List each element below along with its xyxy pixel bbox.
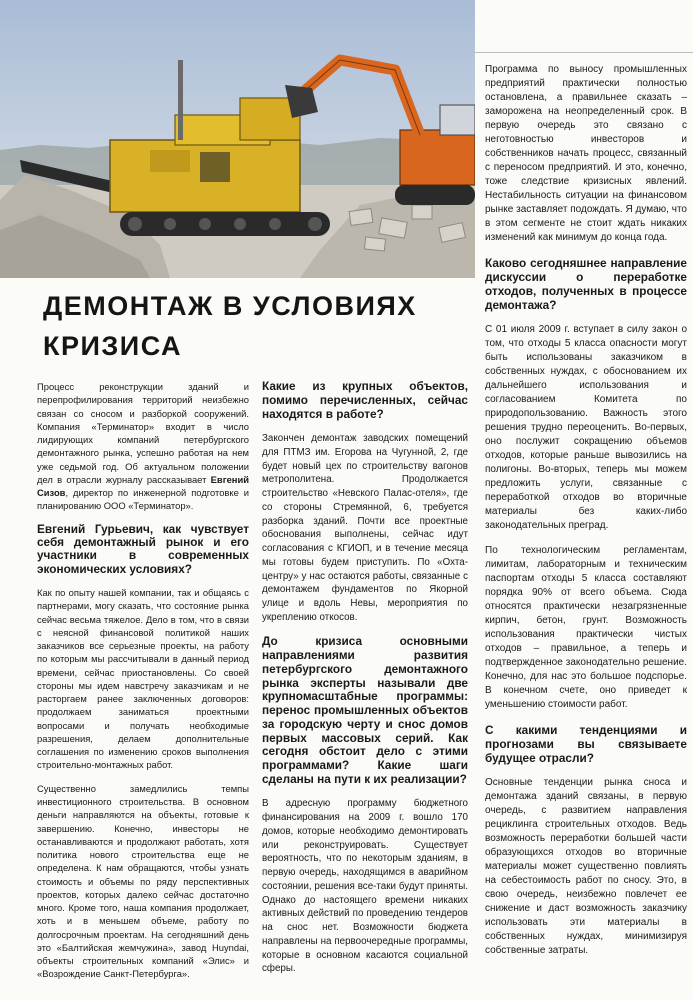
interviewee-name: Евгений Сизов: [37, 473, 249, 498]
question-2: Какие из крупных объектов, помимо перечисленных, сейчас находятся в работе?: [262, 379, 468, 421]
column-1: [37, 380, 249, 991]
answer-4-paragraph-2: По технологическим регламентам, лимитам, лабораторным и техническим паспортам отходы 5 класса составляют порядка 90% от всего объема. Сюда относятся практически незагрязненные кирпич, бетон, грунт. Возможность использования практически чистых отходов – правильное, а теперь и подтвержденное законодательно решение. Конечно, для нас это большое подспорье. В конечном счете, оно приведет к уменьшению стоимости работ.: [485, 545, 687, 710]
question-4: Каково сегодняшнее направление дискуссии о переработке отходов, полученных в процессе демонтажа?: [485, 256, 687, 312]
article-title-line1: ДЕМОНТАЖ В УСЛОВИЯХ: [43, 291, 417, 321]
column-3: [485, 63, 687, 969]
answer-3-paragraph-1: В адресную программу бюджетного финансирования на 2009 г. вошло 170 домов, которые необходимо демонтировать или реконструировать. Существует вероятность, что по некоторым зданиям, в первую очередь, находящимся в аварийном состоянии, решения все-таки будут приняты. Однако до настоящего времени никаких активных действий по проведению тендеров на снос нет. Возможности бюджета направлены на первоочередные программы, которые в основном касаются социальной сферы.: [262, 798, 468, 975]
question-5: С какими тенденциями и прогнозами вы связываете будущее отрасли?: [485, 723, 687, 765]
answer-4-paragraph-1: С 01 июля 2009 г. вступает в силу закон о том, что отходы 5 класса опасности могут быть использованы заказчиком в собственных нуждах, с обоснованием их дальнейшего использования и согласованием Комитета по природопользованию. Важность этого решения трудно переоценить. Во-первых, оно послужит сокращению объемов отходов, которые раньше вывозились на полигоны. Во-вторых, теперь мы можем предложить услуги, связанные с переработкой отходов во вторичные материалы без каких-либо законодательных преград.: [485, 324, 687, 531]
answer-5: Основные тенденции рынка сноса и демонтажа зданий связаны, в первую очередь, с развитием направления рециклинга строительных отходов. Ведь возможность переработки большей части образующихся отходов во вторичные материалы может существенно повлиять на себестоимость работ по сносу. Это, в свою очередь, неизбежно повлечет ее снижение и даст возможность заказчику использовать эти материалы в собственных нуждах, минимизируя собственные затраты.: [485, 777, 687, 956]
article-title: [43, 286, 417, 366]
column-top-rule: [475, 52, 693, 53]
answer-3-paragraph-2: Программа по выносу промышленных предприятий практически полностью остановлена, а правильнее сказать – заморожена на неопределенный срок. В первую очередь это связано с неготовностью инвесторов и собственников начать процесс, связанный с переносом предприятий. И это, конечно, тоже следствие кризисных явлений. Нестабильность ситуации на финансовом рынке заставляет подождать. Я думаю, что в этом сегменте не стоит ждать никаких изменений как минимум до конца года.: [485, 64, 687, 243]
question-3: До кризиса основными направлениями развития петербургского демонтажного рынка эксперты называли две крупномасштабные программы: перенос промышленных объектов за городскую черту и снос домов первых массовых серий. Как сегодня обстоит дело с этими программами? Какие шаги сделаны на пути к их реализации?: [262, 634, 468, 786]
intro-paragraph: Процесс реконструкции зданий и перепрофилирования территорий неизбежно связан со сносом и разборкой сооружений. Компания «Терминатор» входит в число лидирующих компаний петербургского демонтажного рынка, успешно работая на нем уже седьмой год. Об актуальном положении дел в отрасли журналу рассказывает Евгений Сизов, директор по инженерной подготовке и планированию ООО «Терминатор».: [37, 381, 249, 512]
crusher-photo-illustration: [0, 0, 475, 278]
question-1: Евгений Гурьевич, как чувствует себя демонтажный рынок и его участники в современных экономических условиях?: [37, 521, 249, 576]
column-2: [262, 380, 468, 987]
answer-2: Закончен демонтаж заводских помещений для ПТМЗ им. Егорова на Чугунной, 2, где будет новый цех по строительству вагонов метрополитена. Продолжается строительство «Невского Палас-отеля», где со стороны Стремянной, 6, требуется разборка зданий. Почти все проектные обоснования выполнены, сейчас идут согласования с КГИОП, и в течение месяца мы готовы будем приступить. По «Охта-центру» у нас остаются работы, связанные с демонтажем фундаментов по Якорной улице и вдоль Невы, мероприятия по укреплению откосов.: [262, 433, 468, 623]
answer-1-paragraph-1: Как по опыту нашей компании, так и общаясь с партнерами, могу сказать, что состояние рынка сейчас весьма тяжелое. Дело в том, что в связи с неясной финансовой политикой наших заказчиков все серьезные проекты, на работу по которым мы рассчитывали в данный период времени, сейчас приостановлены. Со своей стороны мы идем навстречу заказчикам и не расторгаем ранее заключенных договоров: продолжаем заниматься проектными вопросами и получать необходимые разрешения, делаем дополнительные соглашения по изменению сроков выполнения строительно-монтажных работ.: [37, 587, 249, 771]
article-title-line2: КРИЗИСА: [43, 331, 183, 361]
article-photo-crusher: [0, 0, 475, 278]
answer-1-paragraph-2: Существенно замедлились темпы инвестиционного строительства. В основном деньги направляются на объекты, готовые к завершению. Конечно, инвесторы не останавливаются и продолжают работать, хотя политика нового строительства еще не определена. К нам обращаются, чтобы узнать стоимость и объемы по ряду перспективных проектов, которых далеко сейчас достаточно много. Кроме того, наша компания продолжает, хоть и в меньшем объеме, работу по долгосрочным проектам. На сегодняшний день это «Балтийская жемчужина», завод Huyndai, объекты строительных компаний «Элис» и «Возрождение Санкт-Петербурга».: [37, 782, 249, 980]
